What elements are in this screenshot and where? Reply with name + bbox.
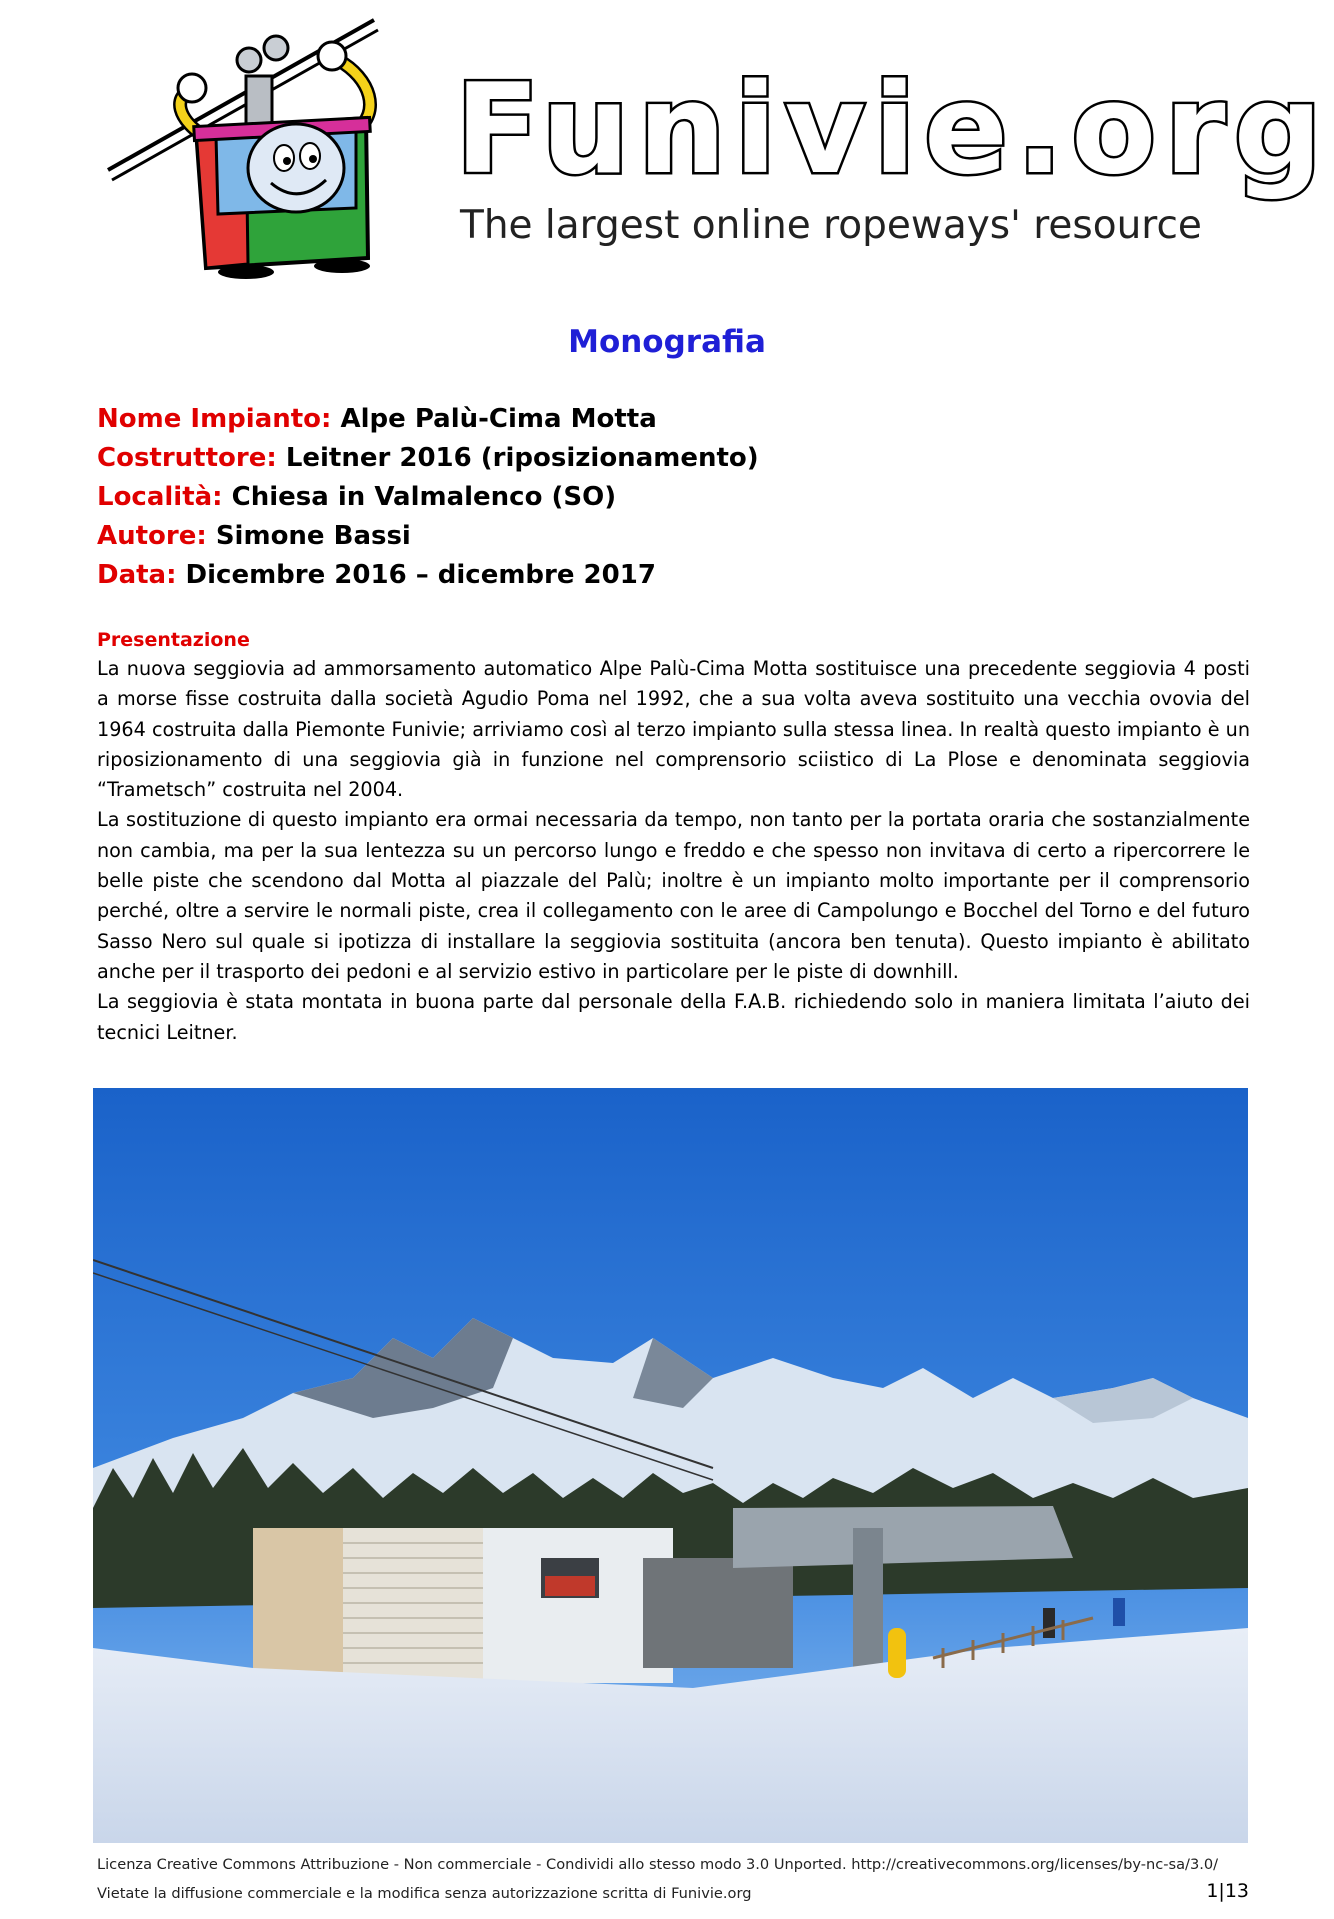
meta-row-impianto xyxy=(97,400,1257,439)
funivie-mascot-logo xyxy=(106,18,476,280)
meta-row-costruttore xyxy=(97,439,1257,478)
brand-name: Funivie.org xyxy=(455,58,1331,202)
meta-row-data xyxy=(97,556,1257,595)
document-meta xyxy=(97,400,1257,595)
page-number: 1|13 xyxy=(1206,1880,1249,1902)
meta-value: Simone Bassi xyxy=(206,521,411,551)
brand-tagline: The largest online ropeways' resource xyxy=(460,203,1202,248)
document-title: Monografia xyxy=(568,324,766,360)
copyright-notice: Vietate la diffusione commerciale e la modifica senza autorizzazione scritta di Funivie.org xyxy=(97,1885,752,1902)
meta-row-localita xyxy=(97,478,1257,517)
paragraph: La sostituzione di questo impianto era ormai necessaria da tempo, non tanto per la portata oraria che sostanzialmente non cambia, ma per la sua lentezza su un percorso lungo e freddo e che spesso non invitava di certo a ripercorrere le belle piste che scendono dal Motta al piazzale del Palù; inoltre è un impianto molto importante per il comprensorio perché, oltre a servire le normali piste, crea il collegamento con le aree di Campolungo e Bocchel del Torno e del futuro Sasso Nero sul quale si ipotizza di installare la seggiovia sostituita (ancora ben tenuta). Questo impianto è abilitato anche per il trasporto dei pedoni e al servizio estivo in particolare per le piste di downhill. xyxy=(97,808,1250,983)
meta-value: Dicembre 2016 – dicembre 2017 xyxy=(176,560,656,590)
chairlift-station-photo xyxy=(93,1088,1248,1843)
section-title: Presentazione xyxy=(97,629,250,651)
meta-label: Autore: xyxy=(97,521,207,551)
meta-label: Località: xyxy=(97,482,223,512)
brand-header xyxy=(455,58,1331,260)
meta-value: Chiesa in Valmalenco (SO) xyxy=(222,482,617,512)
paragraph: La seggiovia è stata montata in buona parte dal personale della F.A.B. richiedendo solo in maniera limitata l’aiuto dei tecnici Leitner. xyxy=(97,990,1250,1044)
paragraph: La nuova seggiovia ad ammorsamento automatico Alpe Palù-Cima Motta sostituisce una precedente seggiovia 4 posti a morse fisse costruita dalla società Agudio Poma nel 1992, che a sua volta aveva sostituito una vecchia ovovia del 1964 costruita dalla Piemonte Funivie; arriviamo così al terzo impianto sulla stessa linea. In realtà questo impianto è un riposizionamento di una seggiovia già in funzione nel comprensorio sciistico di La Plose e denominata seggiovia “Trametsch” costruita nel 2004. xyxy=(97,657,1250,802)
license-notice: Licenza Creative Commons Attribuzione - Non commerciale - Condividi allo stesso modo 3.0 Unported. http://creativecommons.org/licenses/by-nc-sa/3.0/ xyxy=(97,1856,1219,1873)
meta-value: Leitner 2016 (riposizionamento) xyxy=(276,443,759,473)
meta-label: Data: xyxy=(97,560,177,590)
meta-row-autore xyxy=(97,517,1257,556)
meta-label: Costruttore: xyxy=(97,443,277,473)
page-footer xyxy=(97,1850,1257,1908)
body-text xyxy=(97,654,1250,1048)
meta-value: Alpe Palù-Cima Motta xyxy=(331,404,657,434)
meta-label: Nome Impianto: xyxy=(97,404,332,434)
